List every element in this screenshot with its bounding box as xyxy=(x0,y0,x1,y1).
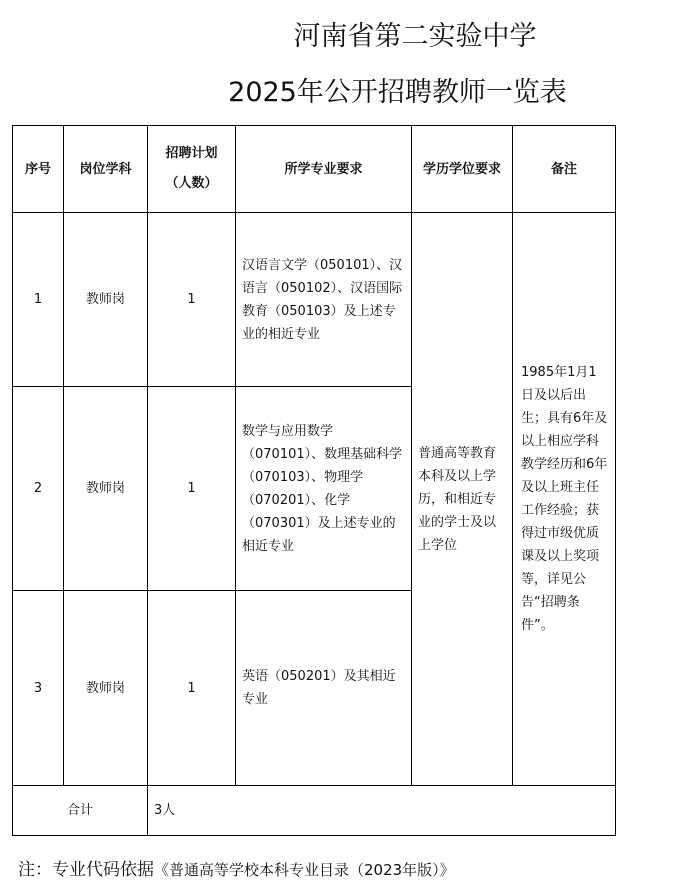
row-post: 教师岗 xyxy=(64,213,148,387)
total-row xyxy=(13,786,616,836)
row-seq: 3 xyxy=(13,591,64,786)
header-plan-line2: （人数） xyxy=(165,176,218,191)
page-subtitle: 2025年公开招聘教师一览表 xyxy=(228,77,567,108)
header-remark: 备注 xyxy=(513,126,616,213)
row-count: 1 xyxy=(148,213,236,387)
total-label: 合计 xyxy=(13,786,148,836)
header-seq: 序号 xyxy=(13,126,64,213)
total-value: 3人 xyxy=(148,786,616,836)
header-row xyxy=(13,126,616,213)
recruitment-table xyxy=(12,125,616,836)
row-major: 汉语言文学（050101）、汉语言（050102）、汉语国际教育（050103）及上述专业的相近专业 xyxy=(236,213,412,387)
row-major: 数学与应用数学（070101）、数理基础科学（070103）、物理学（070201）、化学（070301）及上述专业的相近专业 xyxy=(236,387,412,591)
header-major: 所学专业要求 xyxy=(236,126,412,213)
footnote xyxy=(18,855,455,880)
row-seq: 1 xyxy=(13,213,64,387)
header-post: 岗位学科 xyxy=(64,126,148,213)
row-post: 教师岗 xyxy=(64,387,148,591)
row-major: 英语（050201）及其相近专业 xyxy=(236,591,412,786)
page-title: 河南省第二实验中学 xyxy=(293,21,537,52)
footnote-prefix: 注：专业代码依据 xyxy=(18,860,154,880)
footnote-book: 《普通高等学校本科专业目录（2023年版）》 xyxy=(154,861,455,879)
row-count: 1 xyxy=(148,591,236,786)
table-row xyxy=(13,213,616,387)
row-seq: 2 xyxy=(13,387,64,591)
row-count: 1 xyxy=(148,387,236,591)
remark-cell: 1985年1月1日及以后出生；具有6年及以上相应学科教学经历和6年及以上班主任工作经验；获得过市级优质课及以上奖项等，详见公告“招聘条件”。 xyxy=(513,213,616,786)
degree-requirement: 普通高等教育本科及以上学历，和相近专业的学士及以上学位 xyxy=(412,213,513,786)
header-degree: 学历学位要求 xyxy=(412,126,513,213)
row-post: 教师岗 xyxy=(64,591,148,786)
header-plan xyxy=(148,126,236,213)
header-plan-line1: 招聘计划 xyxy=(165,146,218,161)
